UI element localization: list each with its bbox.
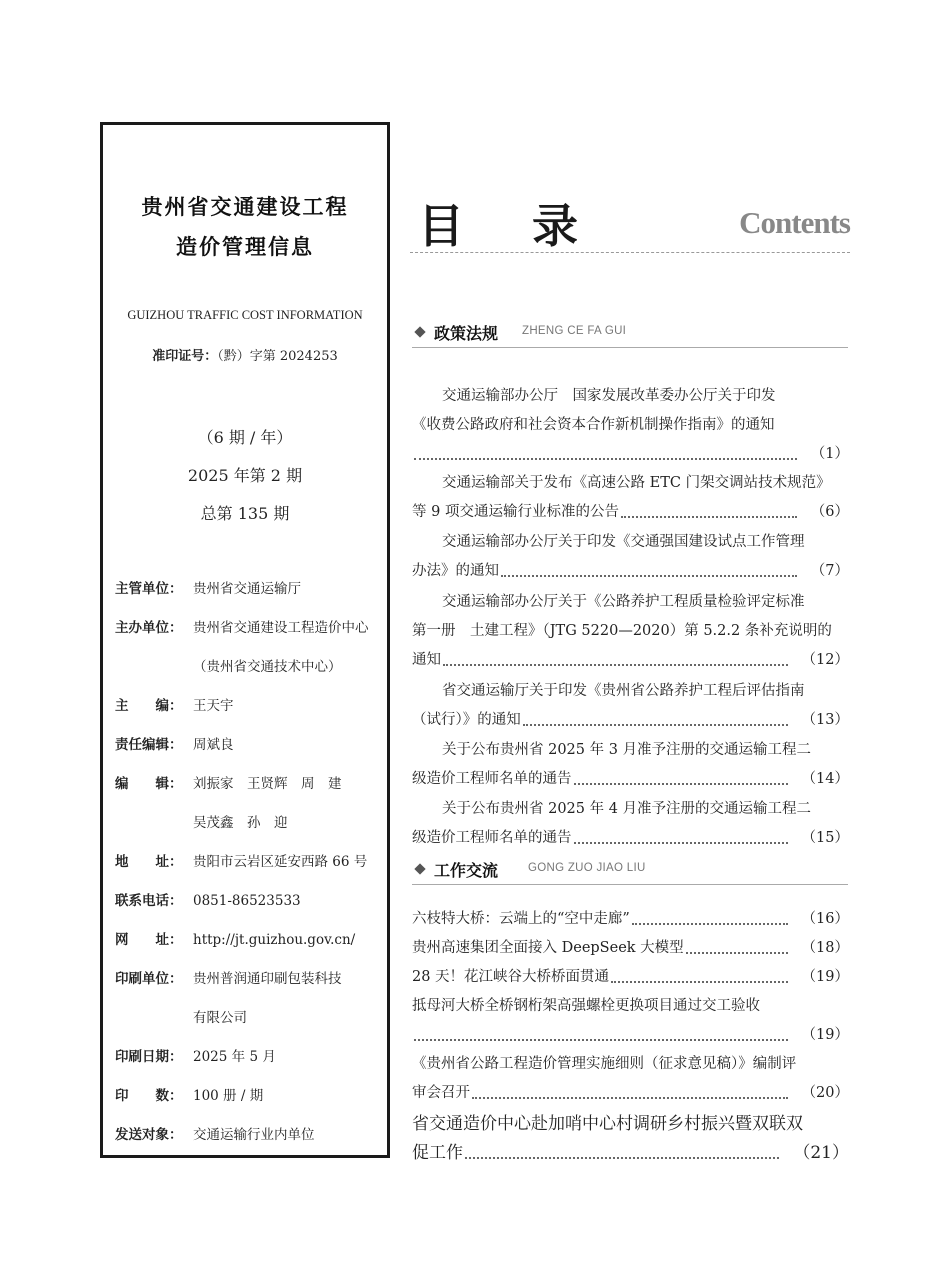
entry-line: 《贵州省公路工程造价管理实施细则（征求意见稿）》编制评	[412, 1056, 797, 1072]
dot-leader	[465, 1157, 779, 1159]
toc-entry[interactable]	[412, 1110, 849, 1168]
permit-label: 准印证号：	[152, 349, 218, 364]
copies-label: 印 数：	[115, 1088, 183, 1104]
entry-line: 抵母河大桥全桥钢桁架高强螺栓更换项目通过交工验收	[412, 998, 760, 1014]
entry-line: 交通运输部办公厅关于《公路养护工程质量检验评定标准	[442, 594, 805, 610]
dot-leader	[621, 516, 797, 518]
entry-line-end: 审会召开	[412, 1085, 470, 1101]
address-label: 地 址：	[115, 854, 183, 870]
page-number: （16）	[801, 911, 849, 927]
sponsor-label: 主办单位：	[115, 620, 183, 636]
page-number: （19）	[801, 1027, 849, 1043]
entry-line: 省交通造价中心赴加哨中心村调研乡村振兴暨双联双	[412, 1114, 803, 1134]
address-row	[115, 850, 367, 870]
entry-line-end: 级造价工程师名单的通告	[412, 830, 572, 846]
distribution-value: 交通运输行业内单位	[193, 1127, 315, 1143]
entry-line-end: 通知	[412, 652, 441, 668]
page-number: （14）	[801, 771, 849, 787]
page-number: （20）	[801, 1085, 849, 1101]
entry-line: 交通运输部办公厅 国家发展改革委办公厅关于印发	[442, 388, 776, 404]
permit-value: （黔）字第 2024253	[217, 349, 338, 364]
page-number: （12）	[801, 652, 849, 668]
entry-line: 《收费公路政府和社会资本合作新机制操作指南》的通知	[412, 417, 775, 433]
copies-value: 100 册 / 期	[193, 1088, 264, 1104]
printer-value-line1: 贵州普润通印刷包装科技	[193, 971, 342, 987]
entry-last-line	[412, 905, 849, 934]
print-date-row	[115, 1045, 276, 1065]
entry-last-line	[412, 934, 849, 963]
copies-row	[115, 1084, 263, 1104]
toc-entry[interactable]	[412, 677, 849, 735]
toc-entry[interactable]	[412, 795, 849, 853]
page-number: （7）	[810, 563, 849, 579]
editors-row	[115, 772, 342, 792]
chief-editor-value: 王天宇	[193, 698, 234, 714]
page-number: （15）	[801, 830, 849, 846]
address-value: 贵阳市云岩区延安西路 66 号	[193, 854, 368, 870]
dot-leader	[443, 664, 788, 666]
page-number: （18）	[801, 940, 849, 956]
toc-entry[interactable]	[412, 469, 849, 527]
supervisor-label: 主管单位：	[115, 581, 183, 597]
website-row	[115, 928, 355, 948]
print-date-label: 印刷日期：	[115, 1049, 183, 1065]
editors-value-line2: 吴茂鑫 孙 迎	[193, 815, 288, 831]
toc-entry[interactable]	[412, 963, 849, 992]
phone-label: 联系电话：	[115, 893, 183, 909]
website-link[interactable]: http://jt.guizhou.gov.cn/	[193, 932, 356, 948]
responsible-editor-row	[115, 733, 234, 753]
sponsor-row	[115, 616, 369, 636]
dot-leader	[611, 981, 787, 983]
distribution-row	[115, 1123, 315, 1143]
journal-title-line2: 造价管理信息	[176, 235, 314, 259]
contents-title-cn: 目 录	[418, 199, 605, 253]
entry-line: 交通运输部关于发布《高速公路 ETC 门架交调站技术规范》	[442, 475, 831, 491]
supervisor-row	[115, 577, 301, 597]
chief-editor-row	[115, 694, 234, 714]
total-issue-number: 总第 135 期	[200, 504, 290, 523]
phone-value: 0851-86523533	[193, 893, 301, 909]
masthead-box	[100, 122, 390, 1158]
toc-entry[interactable]	[412, 382, 849, 469]
entry-line: 交通运输部办公厅关于印发《交通强国建设试点工作管理	[442, 534, 805, 550]
toc-entry[interactable]	[412, 528, 849, 586]
distribution-label: 发送对象：	[115, 1127, 183, 1143]
dot-leader	[414, 1039, 788, 1041]
entry-last-line	[412, 1139, 849, 1168]
entry-last-line	[412, 1079, 849, 1108]
entry-last-line	[412, 498, 849, 527]
entry-line-end: 六枝特大桥：云端上的“空中走廊”	[412, 911, 630, 927]
chief-editor-label: 主 编：	[115, 698, 183, 714]
journal-title-line1: 贵州省交通建设工程	[141, 195, 349, 219]
toc-entry[interactable]	[412, 905, 849, 934]
section-header-work-exchange	[412, 860, 848, 885]
dot-leader	[501, 575, 797, 577]
entry-line-end: 级造价工程师名单的通告	[412, 771, 572, 787]
section-title: 工作交流	[434, 861, 499, 880]
section-pinyin: ZHENG CE FA GUI	[522, 325, 627, 337]
entry-last-line	[412, 646, 849, 675]
diamond-bullet-icon	[414, 863, 425, 874]
editors-value-line1: 刘振家 王贤辉 周 建	[193, 776, 342, 792]
editors-label: 编 辑：	[115, 776, 183, 792]
page-number: （21）	[793, 1143, 849, 1163]
issue-number: 2025 年第 2 期	[187, 466, 303, 485]
page-number: （19）	[801, 969, 849, 985]
entry-line: 第一册 土建工程》（JTG 5220—2020）第 5.2.2 条补充说明的	[412, 623, 832, 639]
responsible-editor-label: 责任编辑：	[115, 737, 183, 753]
printer-value-line2: 有限公司	[193, 1010, 247, 1026]
entry-line-end: 贵州高速集团全面接入 DeepSeek 大模型	[412, 940, 684, 956]
responsible-editor-value: 周斌良	[193, 737, 234, 753]
entry-line-end: 促工作	[412, 1143, 463, 1163]
dot-leader	[472, 1097, 788, 1099]
dot-leader	[414, 458, 797, 460]
title-divider	[410, 252, 850, 253]
journal-english-name: GUIZHOU TRAFFIC COST INFORMATION	[127, 308, 363, 322]
dot-leader	[574, 842, 788, 844]
section-title: 政策法规	[434, 324, 499, 343]
print-date-value: 2025 年 5 月	[193, 1049, 276, 1065]
printer-label: 印刷单位：	[115, 971, 183, 987]
page-number: （1）	[810, 446, 849, 462]
toc-entry[interactable]	[412, 736, 849, 794]
dot-leader	[686, 952, 788, 954]
entry-line-end: 办法》的通知	[412, 563, 499, 579]
entry-line-end: 等 9 项交通运输行业标准的公告	[412, 504, 619, 520]
toc-entry[interactable]	[412, 1050, 849, 1108]
website-label: 网 址：	[115, 932, 183, 948]
dot-leader	[574, 783, 788, 785]
phone-row	[115, 889, 301, 909]
entry-last-line	[412, 1021, 849, 1050]
entry-line-end: 28 天！花江峡谷大桥桥面贯通	[412, 969, 610, 985]
entry-last-line	[412, 557, 849, 586]
sponsor-value: 贵州省交通建设工程造价中心	[193, 620, 369, 636]
publication-frequency: （6 期 / 年）	[197, 428, 293, 447]
toc-entry[interactable]	[412, 588, 849, 675]
dot-leader	[632, 923, 788, 925]
section-header-policy	[412, 323, 848, 348]
page-number: （6）	[810, 504, 849, 520]
page-number: （13）	[801, 712, 849, 728]
supervisor-value: 贵州省交通运输厅	[193, 581, 301, 597]
entry-last-line	[412, 440, 849, 469]
sponsor-note: （贵州省交通技术中心）	[193, 659, 342, 675]
entry-last-line	[412, 765, 849, 794]
diamond-bullet-icon	[414, 326, 425, 337]
toc-entry[interactable]	[412, 992, 849, 1050]
entry-last-line	[412, 824, 849, 853]
entry-last-line	[412, 963, 849, 992]
permit-number	[103, 345, 387, 364]
contents-title-en: Contents	[739, 205, 850, 240]
entry-last-line	[412, 706, 849, 735]
section-pinyin: GONG ZUO JIAO LIU	[528, 862, 646, 874]
toc-entry[interactable]	[412, 934, 849, 963]
entry-line: 省交通运输厅关于印发《贵州省公路养护工程后评估指南	[442, 683, 805, 699]
entry-line: 关于公布贵州省 2025 年 4 月准予注册的交通运输工程二	[442, 801, 812, 817]
printer-row	[115, 967, 342, 987]
entry-line-end: （试行）》的通知	[412, 712, 521, 728]
dot-leader	[523, 724, 788, 726]
entry-line: 关于公布贵州省 2025 年 3 月准予注册的交通运输工程二	[442, 742, 812, 758]
